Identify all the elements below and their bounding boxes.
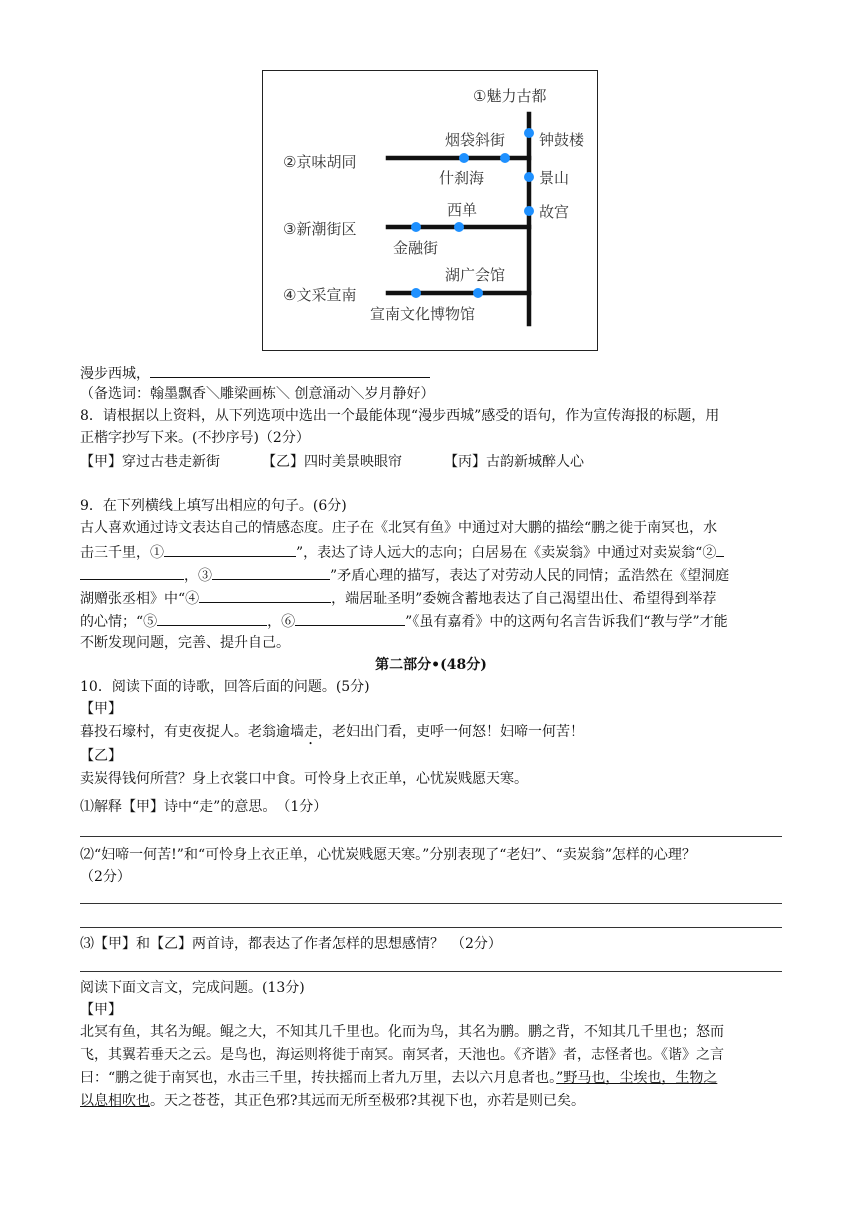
map-label-trendy-district: ③新潮街区 xyxy=(283,220,357,238)
finance-street-stop xyxy=(411,222,421,232)
map-label-finance-street: 金融街 xyxy=(393,239,439,257)
q10-sub1: ⑴解释【甲】诗中“走”的意思。 （1分） xyxy=(80,799,328,815)
q9-line4-end: ，端居耻圣明”委婉含蓄地表达了自己渴望出仕、希望得到举荐 xyxy=(331,591,717,607)
drum-tower-stop xyxy=(524,128,534,138)
classical-line4 xyxy=(80,1091,585,1111)
map-label-jingshan: 景山 xyxy=(539,169,570,187)
q9-line5-mid: ，⑥ xyxy=(267,614,296,630)
q10-title: 10．阅读下面的诗歌，回答后面的问题。(5分) xyxy=(80,679,370,695)
q9-line3 xyxy=(80,564,729,586)
q8-option-a: 【甲】穿过古巷走新街 xyxy=(80,454,220,470)
q9-line4-start: 湖赠张丞相》中“④ xyxy=(80,591,200,607)
q9-line5 xyxy=(80,610,728,632)
q9-blank-2 xyxy=(80,564,184,580)
q10-sub3-answer-line xyxy=(80,971,782,972)
q9-blank-6 xyxy=(295,610,405,626)
q9-line3-end: ”矛盾心理的描写，表达了对劳动人民的同情；孟浩然在《望洞庭 xyxy=(330,568,730,584)
classical-line2: 飞，其翼若垂天之云。是鸟也，海运则将徙于南冥。南冥者，天池也。《齐谐》者，志怪者也。《谐》之言 xyxy=(80,1047,724,1063)
q9-blank-5 xyxy=(157,610,267,626)
q10-sub1-answer-line xyxy=(80,836,782,837)
q10-yi-poem: 卖炭得钱何所营？身上衣裳口中食。可怜身上衣正单，心忧炭贱愿天寒。 xyxy=(80,771,528,787)
map-label-jingwei-hutong: ②京味胡同 xyxy=(283,153,357,171)
q8-option-c: 【丙】古韵新城醉人心 xyxy=(444,454,584,470)
q9-line2-start: 击三千里，① xyxy=(80,545,164,561)
map-label-xidan: 西单 xyxy=(447,201,478,219)
q9-line2-end: ”，表达了诗人远大的志向；白居易在《卖炭翁》中通过对卖炭翁“② xyxy=(296,545,717,561)
q10-sub2-line2: （2分） xyxy=(80,869,131,885)
q9-blank-4 xyxy=(199,587,331,603)
jingshan-stop xyxy=(524,172,534,182)
intro-answer-blank xyxy=(150,362,430,378)
q8-option-b: 【乙】四时美景映眼帘 xyxy=(262,454,402,470)
q9-blank-1 xyxy=(164,541,296,557)
map-label-huguang-hall: 湖广会馆 xyxy=(445,266,506,284)
museum-stop xyxy=(411,288,421,298)
classical-jia-label: 【甲】 xyxy=(80,1002,122,1018)
q9-line2 xyxy=(80,541,724,563)
map-label-xuannan-museum: 宣南文化博物馆 xyxy=(370,305,476,323)
q10-jia-poem-start: 暮投石壕村，有吏夜捉人。老翁逾墙 xyxy=(80,724,304,740)
q10-sub2-answer-line-2 xyxy=(80,927,782,928)
shichahai-stop xyxy=(500,153,510,163)
q10-sub2-line1: ⑵“妇啼一何苦!”和“可怜身上衣正单，心忧炭贱愿天寒。”分别表现了“老妇”、“卖炭翁”怎样的心理？ xyxy=(80,847,696,863)
part2-heading: 第二部分•(48分) xyxy=(375,657,487,673)
q9-line4 xyxy=(80,587,716,609)
q8-options xyxy=(80,452,584,472)
q9-line3-start: ，③ xyxy=(184,568,212,584)
map-label-charm-capital: ①魅力古都 xyxy=(473,87,547,105)
q9-line6: 不断发现问题，完善、提升自己。 xyxy=(80,635,290,651)
yandai-street-stop xyxy=(459,153,469,163)
q8-line2: 正楷字抄写下来。(不抄序号)（2分） xyxy=(80,430,310,446)
classical-title: 阅读下面文言文，完成问题。(13分) xyxy=(80,980,305,996)
q10-yi-label: 【乙】 xyxy=(80,748,122,764)
classical-underlined-sentence-end: 以息相吹也 xyxy=(80,1093,150,1109)
q9-title: 9．在下列横线上填写出相应的句子。(6分) xyxy=(80,498,347,514)
q9-line5-end: ”《虽有嘉肴》中的这两句名言告诉我们“教与学”才能 xyxy=(405,614,728,630)
q9-line5-start: 的心情；“⑤ xyxy=(80,614,158,630)
q10-jia-label: 【甲】 xyxy=(80,701,122,717)
intro-options: （备选词：翰墨飘香＼雕梁画栋＼ 创意涌动＼岁月静好） xyxy=(80,386,435,402)
classical-underlined-sentence-start: ”野马也，尘埃也，生物之 xyxy=(556,1070,718,1086)
map-label-yandai-street: 烟袋斜街 xyxy=(445,131,506,149)
huguang-hall-stop xyxy=(473,288,483,298)
map-label-xuannan: ④文采宣南 xyxy=(283,286,357,304)
q9-blank-3 xyxy=(212,564,330,580)
classical-line3 xyxy=(80,1068,717,1088)
q10-jia-poem-end: ，老妇出门看，吏呼一何怒！妇啼一何苦！ xyxy=(318,724,584,740)
forbidden-city-stop xyxy=(524,206,534,216)
intro-prefix: 漫步西城， xyxy=(80,366,150,382)
classical-line3-start: 曰：“鹏之徙于南冥也，水击三千里，抟扶摇而上者九万里，去以六月息者也。 xyxy=(80,1070,557,1086)
q9-line1: 古人喜欢通过诗文表达自己的情感态度。庄子在《北冥有鱼》中通过对大鹏的描绘“鹏之徙于南冥也，水 xyxy=(80,520,718,536)
q8-line1: 8．请根据以上资料，从下列选项中选出一个最能体现“漫步西城”感受的语句，作为宣传海报的标题，用 xyxy=(80,408,720,424)
q10-sub3: ⑶【甲】和【乙】两首诗，都表达了作者怎样的思想感情？ （2分） xyxy=(80,936,502,952)
route-map xyxy=(262,70,598,351)
classical-line1: 北冥有鱼，其名为鲲。鲲之大，不知其几千里也。化而为鸟，其名为鹏。鹏之背，不知其几千里也；怒而 xyxy=(80,1024,724,1040)
map-label-drum-tower: 钟鼓楼 xyxy=(539,131,585,149)
q9-blank-2-start xyxy=(716,541,724,557)
xidan-stop xyxy=(454,222,464,232)
map-label-shichahai: 什刹海 xyxy=(439,169,485,187)
q10-jia-poem xyxy=(80,722,584,748)
q10-sub2-answer-line-1 xyxy=(80,903,782,904)
intro-fill-line xyxy=(80,362,430,384)
map-label-forbidden-city: 故宫 xyxy=(539,203,570,221)
classical-line4-end: 。天之苍苍，其正色邪?其远而无所至极邪?其视下也，亦若是则已矣。 xyxy=(150,1093,586,1109)
q10-emphasized-char: 走 xyxy=(304,724,318,740)
